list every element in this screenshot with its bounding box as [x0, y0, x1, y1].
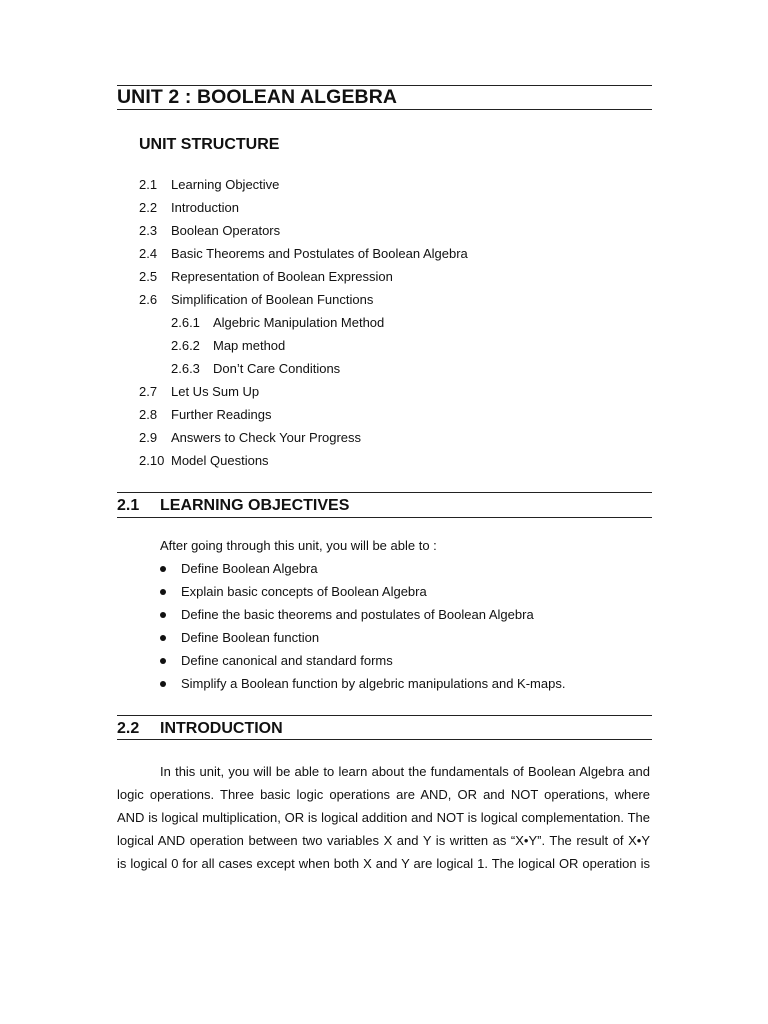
toc-item-label: Simplification of Boolean Functions	[171, 292, 374, 307]
toc-item-number: 2.2	[139, 200, 158, 215]
toc-subitem-number: 2.6.2	[171, 338, 200, 353]
toc-item-number: 2.5	[139, 269, 158, 284]
toc-item-number: 2.4	[139, 246, 158, 261]
toc-subitem-label: Algebric Manipulation Method	[213, 315, 385, 330]
bullet-dot-icon	[160, 566, 166, 572]
bullet-dot-icon	[160, 589, 166, 595]
toc-item-label: Basic Theorems and Postulates of Boolean Algebra	[171, 246, 468, 261]
objective-text: Define the basic theorems and postulates of Boolean Algebra	[181, 607, 534, 622]
objectives-bottom-rule	[117, 517, 652, 518]
objective-text: Define canonical and standard forms	[181, 653, 393, 668]
paragraph-line: In this unit, you will be able to learn about the fundamentals of Boolean Algebra and	[160, 764, 650, 779]
bullet-dot-icon	[160, 681, 166, 687]
paragraph-line: is logical 0 for all cases except when both X and Y are logical 1. The logical OR operation is	[117, 856, 650, 871]
toc-item-label: Introduction	[171, 200, 239, 215]
bullet-dot-icon	[160, 612, 166, 618]
toc-item-number: 2.10	[139, 453, 165, 468]
toc-item-label: Boolean Operators	[171, 223, 281, 238]
unit-title: UNIT 2 : BOOLEAN ALGEBRA	[117, 86, 398, 108]
bullet-dot-icon	[160, 658, 166, 664]
paragraph-line: AND is logical multiplication, OR is logical addition and NOT is logical complementation. The	[117, 810, 650, 825]
toc-subitem-number: 2.6.3	[171, 361, 200, 376]
section-number: 2.2	[117, 720, 140, 737]
toc-subitem-label: Map method	[213, 338, 286, 353]
toc-item-number: 2.3	[139, 223, 158, 238]
toc-subitem-number: 2.6.1	[171, 315, 200, 330]
toc-item-number: 2.1	[139, 177, 158, 192]
introduction-top-rule	[117, 715, 652, 716]
unit-structure-heading: UNIT STRUCTURE	[139, 136, 280, 153]
objective-text: Simplify a Boolean function by algebric manipulations and K-maps.	[181, 676, 566, 691]
toc-item-number: 2.6	[139, 292, 158, 307]
objective-text: Define Boolean Algebra	[181, 561, 318, 576]
toc-item-label: Representation of Boolean Expression	[171, 269, 393, 284]
objectives-top-rule	[117, 492, 652, 493]
objectives-intro: After going through this unit, you will be able to :	[160, 538, 437, 553]
toc-item-label: Further Readings	[171, 407, 272, 422]
toc-item-label: Answers to Check Your Progress	[171, 430, 362, 445]
objective-text: Explain basic concepts of Boolean Algebra	[181, 584, 427, 599]
title-bottom-rule	[117, 109, 652, 110]
objective-text: Define Boolean function	[181, 630, 320, 645]
toc-item-number: 2.8	[139, 407, 158, 422]
paragraph-line: logic operations. Three basic logic operations are AND, OR and NOT operations, where	[117, 787, 650, 802]
bullet-dot-icon	[160, 635, 166, 641]
toc-item-number: 2.7	[139, 384, 158, 399]
toc-item-label: Let Us Sum Up	[171, 384, 260, 399]
section-number: 2.1	[117, 497, 140, 514]
toc-item-label: Model Questions	[171, 453, 269, 468]
section-title: LEARNING OBJECTIVES	[160, 497, 350, 514]
toc-item-label: Learning Objective	[171, 177, 280, 192]
introduction-bottom-rule	[117, 739, 652, 740]
paragraph-line: logical AND operation between two variables X and Y is written as “X•Y”. The result of X•Y	[117, 833, 650, 848]
toc-item-number: 2.9	[139, 430, 158, 445]
section-title: INTRODUCTION	[160, 720, 283, 737]
introduction-paragraph	[117, 760, 650, 875]
toc-subitem-label: Don’t Care Conditions	[213, 361, 341, 376]
